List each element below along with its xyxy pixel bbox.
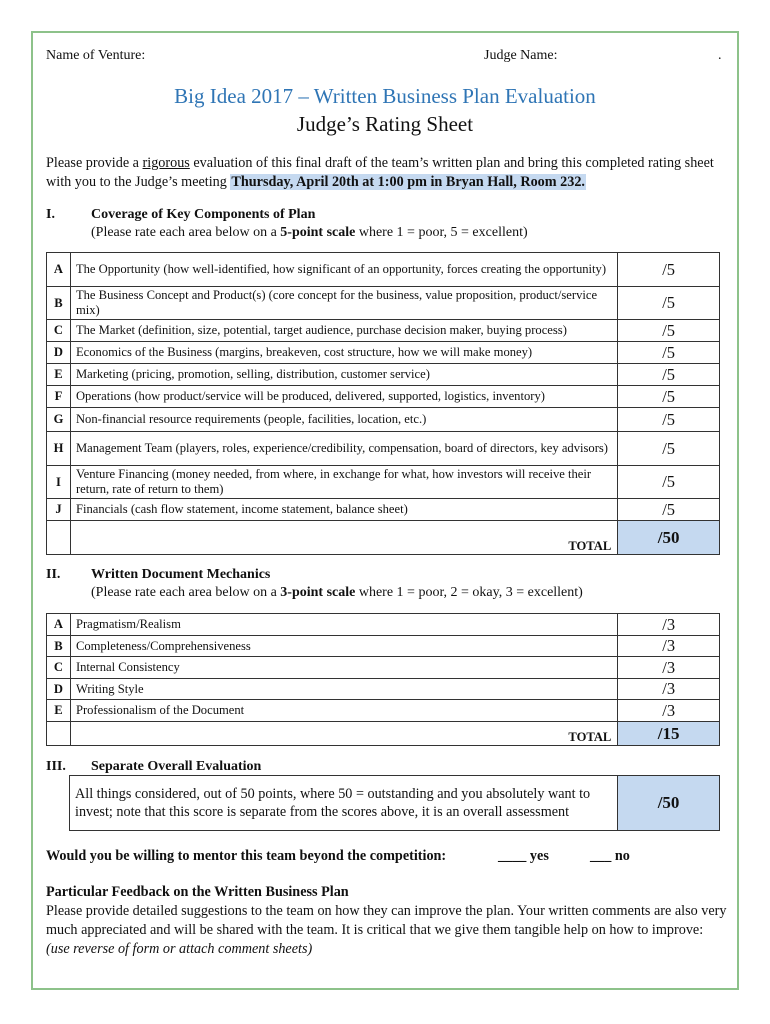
intro-text-2: evaluation of this final draft of the team’s written plan and bring this completed rating sheet with you to the Judge’s meeting: [46, 155, 714, 190]
feedback-paragraph: [46, 902, 728, 959]
total-row: [47, 722, 720, 746]
rating-row: [47, 679, 720, 700]
total-label: TOTAL: [70, 722, 617, 746]
row-description: Economics of the Business (margins, breakeven, cost structure, how we will make money): [70, 342, 617, 364]
row-key: J: [47, 499, 71, 521]
row-key: E: [47, 364, 71, 386]
rating-row: [47, 636, 720, 657]
row-description: The Business Concept and Product(s) (core concept for the business, value proposition, product/service mix): [70, 287, 617, 320]
row-description: Operations (how product/service will be produced, delivered, supported, logistics, inventory): [70, 386, 617, 408]
row-score-field[interactable]: /3: [618, 679, 720, 700]
total-score-field[interactable]: /15: [618, 722, 720, 746]
section-1-table: [46, 252, 720, 555]
section-2-heading: Written Document Mechanics: [91, 567, 271, 582]
row-key: I: [47, 466, 71, 499]
row-score-field[interactable]: /5: [618, 466, 720, 499]
rating-row: [47, 466, 720, 499]
section-2-number: II.: [46, 567, 61, 582]
row-score-field[interactable]: /5: [618, 253, 720, 287]
row-score-field[interactable]: /3: [618, 657, 720, 679]
row-score-field[interactable]: /3: [618, 614, 720, 636]
row-description: Writing Style: [70, 679, 617, 700]
rating-row: [47, 364, 720, 386]
row-key: A: [47, 253, 71, 287]
row-key: D: [47, 342, 71, 364]
row-description: Internal Consistency: [70, 657, 617, 679]
overall-evaluation-text: All things considered, out of 50 points, where 50 = outstanding and you absolutely want to invest; note that this score is separate from the scores above, it is an overall assessment: [70, 776, 618, 831]
row-score-field[interactable]: /5: [618, 287, 720, 320]
intro-rigorous: rigorous: [142, 155, 190, 171]
row-score-field[interactable]: /5: [618, 432, 720, 466]
rating-row: [47, 342, 720, 364]
venture-name-label: Name of Venture:: [46, 48, 146, 63]
intro-text-1: Please provide a: [46, 155, 143, 171]
row-description: Pragmatism/Realism: [70, 614, 617, 636]
total-row-blank: [47, 722, 71, 746]
section-1-heading: Coverage of Key Components of Plan: [91, 207, 316, 222]
row-score-field[interactable]: /3: [618, 700, 720, 722]
row-score-field[interactable]: /5: [618, 342, 720, 364]
mentor-yes[interactable]: ____ yes: [498, 848, 549, 864]
rating-row: [47, 657, 720, 679]
total-row: [47, 521, 720, 555]
row-description: The Opportunity (how well-identified, how significant of an opportunity, forces creating the opportunity): [70, 253, 617, 287]
section-2-table: [46, 613, 720, 746]
rating-row: [47, 253, 720, 287]
judge-name-end-mark: .: [718, 48, 722, 63]
row-score-field[interactable]: /5: [618, 320, 720, 342]
feedback-note: (use reverse of form or attach comment sheets): [46, 941, 313, 957]
row-description: The Market (definition, size, potential, target audience, purchase decision maker, buying process): [70, 320, 617, 342]
row-score-field[interactable]: /3: [618, 636, 720, 657]
row-key: C: [47, 657, 71, 679]
section-3-heading: Separate Overall Evaluation: [91, 759, 262, 774]
section-1-instructions: (Please rate each area below on a 5-point scale where 1 = poor, 5 = excellent): [91, 225, 528, 240]
feedback-heading: Particular Feedback on the Written Business Plan: [46, 884, 349, 900]
rating-row: [47, 287, 720, 320]
row-key: C: [47, 320, 71, 342]
section-2-instructions: (Please rate each area below on a 3-point scale where 1 = poor, 2 = okay, 3 = excellent): [91, 585, 583, 600]
mentor-no[interactable]: ___ no: [590, 848, 630, 864]
row-key: F: [47, 386, 71, 408]
section-1-number: I.: [46, 207, 55, 222]
rating-row: [47, 700, 720, 722]
row-score-field[interactable]: /5: [618, 364, 720, 386]
mentor-question: Would you be willing to mentor this team beyond the competition:: [46, 848, 447, 864]
total-score-field[interactable]: /50: [618, 521, 720, 555]
judge-name-label: Judge Name:: [484, 48, 558, 63]
overall-evaluation-score[interactable]: /50: [618, 776, 720, 831]
row-key: B: [47, 287, 71, 320]
section-3-number: III.: [46, 759, 66, 774]
row-description: Management Team (players, roles, experience/credibility, compensation, board of directors, key advisors): [70, 432, 617, 466]
row-score-field[interactable]: /5: [618, 386, 720, 408]
intro-paragraph: [46, 154, 726, 192]
rating-row: [47, 320, 720, 342]
section-3-table: [69, 775, 720, 831]
rating-row: [47, 499, 720, 521]
row-description: Marketing (pricing, promotion, selling, distribution, customer service): [70, 364, 617, 386]
row-description: Venture Financing (money needed, from where, in exchange for what, how investors will receive their return, rate of return to them): [70, 466, 617, 499]
row-key: D: [47, 679, 71, 700]
rating-row: [47, 614, 720, 636]
row-description: Non-financial resource requirements (people, facilities, location, etc.): [70, 408, 617, 432]
total-row-blank: [47, 521, 71, 555]
row-score-field[interactable]: /5: [618, 499, 720, 521]
row-score-field[interactable]: /5: [618, 408, 720, 432]
rating-row: [47, 432, 720, 466]
row-description: Professionalism of the Document: [70, 700, 617, 722]
row-key: E: [47, 700, 71, 722]
page-subtitle: Judge’s Rating Sheet: [296, 112, 474, 136]
row-description: Completeness/Comprehensiveness: [70, 636, 617, 657]
row-key: B: [47, 636, 71, 657]
meeting-highlight: Thursday, April 20th at 1:00 pm in Bryan Hall, Room 232.: [231, 174, 585, 190]
row-key: A: [47, 614, 71, 636]
rating-row: [47, 408, 720, 432]
page-title: Big Idea 2017 – Written Business Plan Evaluation: [174, 84, 596, 108]
row-description: Financials (cash flow statement, income statement, balance sheet): [70, 499, 617, 521]
total-label: TOTAL: [70, 521, 617, 555]
rating-row: [47, 386, 720, 408]
feedback-text: Please provide detailed suggestions to the team on how they can improve the plan. Your written comments are also very much appreciated and will be shared with the team. It is critical that we give them tangible help on how to improve:: [46, 903, 727, 938]
row-key: H: [47, 432, 71, 466]
row-key: G: [47, 408, 71, 432]
